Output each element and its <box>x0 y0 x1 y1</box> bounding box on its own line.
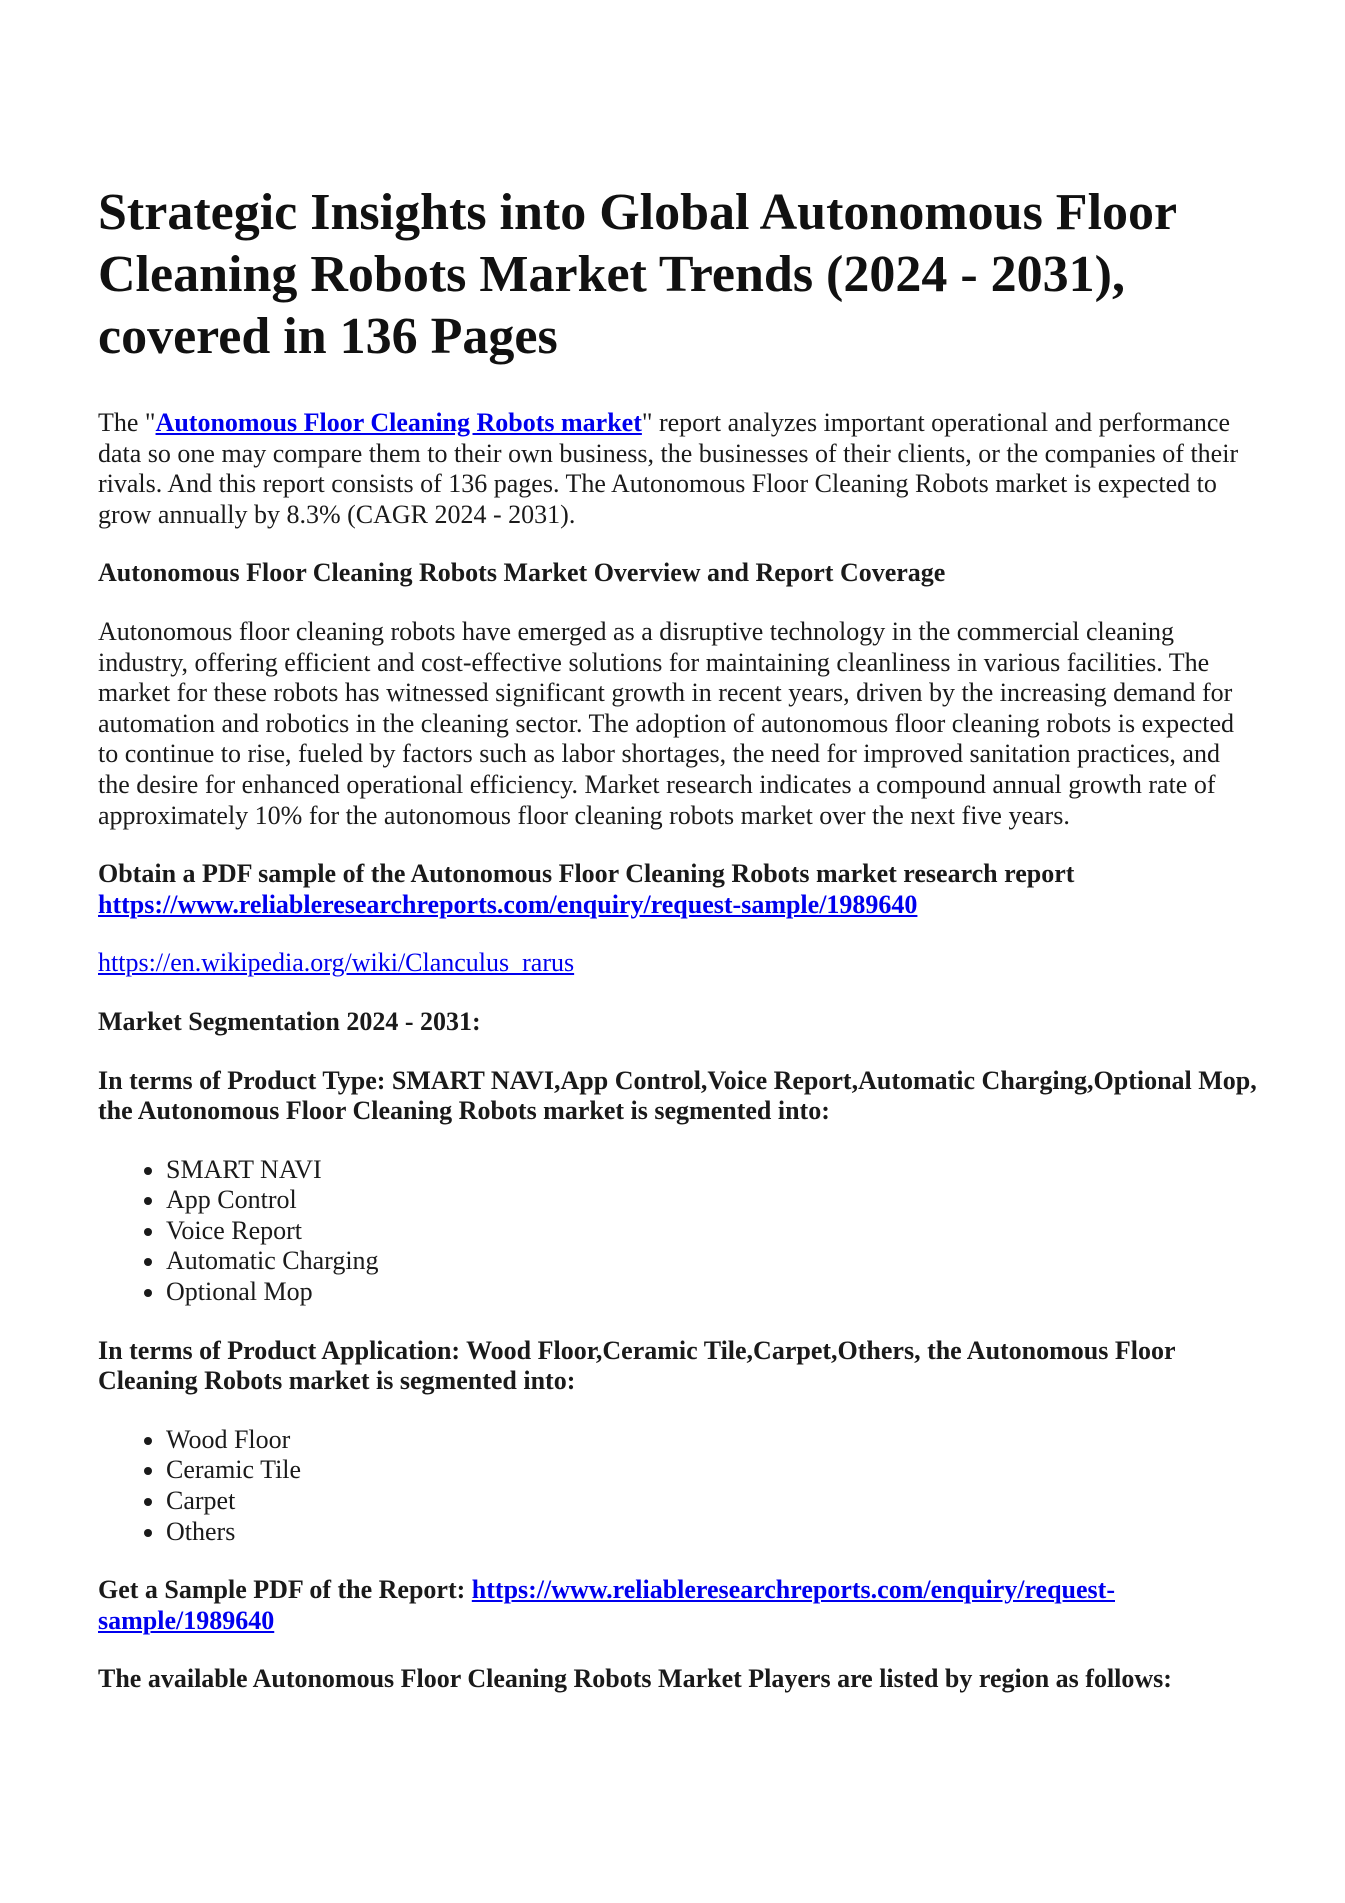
sample-request-link[interactable]: https://www.reliableresearchreports.com/enquiry/request-sample/1989640 <box>98 889 918 919</box>
sample-pdf-label: Get a Sample PDF of the Report: <box>98 1575 472 1605</box>
segmentation-heading: Market Segmentation 2024 - 2031: <box>98 1006 481 1036</box>
list-item: • App Control <box>166 1185 1258 1216</box>
market-report-link[interactable]: Autonomous Floor Cleaning Robots market <box>155 408 642 437</box>
sample-pdf-link[interactable]: https://www.reliableresearchreports.com/enquiry/request-sample/1989640 <box>98 1575 1115 1635</box>
list-item: • Voice Report <box>166 1216 1258 1247</box>
overview-heading: Autonomous Floor Cleaning Robots Market Overview and Report Coverage <box>98 558 946 588</box>
list-item: • Automatic Charging <box>166 1246 1258 1277</box>
list-item: • Optional Mop <box>166 1277 1258 1308</box>
list-item: • Wood Floor <box>166 1425 1258 1456</box>
product-type-heading: In terms of Product Type: SMART NAVI,App Control,Voice Report,Automatic Charging,Optional Mop, the Autonomous Floor Cleaning Robots market is segmented into: <box>98 1065 1257 1126</box>
players-heading: The available Autonomous Floor Cleaning Robots Market Players are listed by region as follows: <box>98 1664 1172 1694</box>
list-item: • Ceramic Tile <box>166 1455 1258 1486</box>
product-application-list <box>98 1425 1258 1547</box>
product-application-heading: In terms of Product Application: Wood Floor,Ceramic Tile,Carpet,Others, the Autonomous Floor Cleaning Robots market is segmented into: <box>98 1335 1176 1396</box>
list-item: • Carpet <box>166 1486 1258 1517</box>
sample-request-paragraph <box>98 859 1258 920</box>
list-item: • SMART NAVI <box>166 1155 1258 1186</box>
wiki-paragraph <box>98 948 1258 979</box>
page-title: Strategic Insights into Global Autonomous Floor Cleaning Robots Market Trends (2024 - 2031), covered in 136 Pages <box>98 184 1177 365</box>
list-item: • Others <box>166 1517 1258 1548</box>
product-type-list <box>98 1155 1258 1308</box>
intro-paragraph <box>98 408 1258 530</box>
wiki-link[interactable]: https://en.wikipedia.org/wiki/Clanculus_rarus <box>98 948 575 978</box>
intro-suffix: " report analyzes important operational and performance data so one may compare them to their own business, the businesses of their clients, or the companies of their rivals. And this report consists of 136 pages. The Autonomous Floor Cleaning Robots market is expected to grow annually by 8.3% (CAGR 2024 - 2031). <box>98 408 1239 529</box>
document-page <box>98 182 1258 1723</box>
sample-request-label: Obtain a PDF sample of the Autonomous Floor Cleaning Robots market research report <box>98 859 1075 889</box>
overview-paragraph: Autonomous floor cleaning robots have emerged as a disruptive technology in the commercial cleaning industry, offering efficient and cost-effective solutions for maintaining cleanliness in various facilities. The market for these robots has witnessed significant growth in recent years, driven by the increasing demand for automation and robotics in the cleaning sector. The adoption of autonomous floor cleaning robots is expected to continue to rise, fueled by factors such as labor shortages, the need for improved sanitation practices, and the desire for enhanced operational efficiency. Market research indicates a compound annual growth rate of approximately 10% for the autonomous floor cleaning robots market over the next five years. <box>98 616 1235 830</box>
sample-pdf-paragraph <box>98 1575 1258 1636</box>
intro-prefix: The " <box>98 408 156 437</box>
